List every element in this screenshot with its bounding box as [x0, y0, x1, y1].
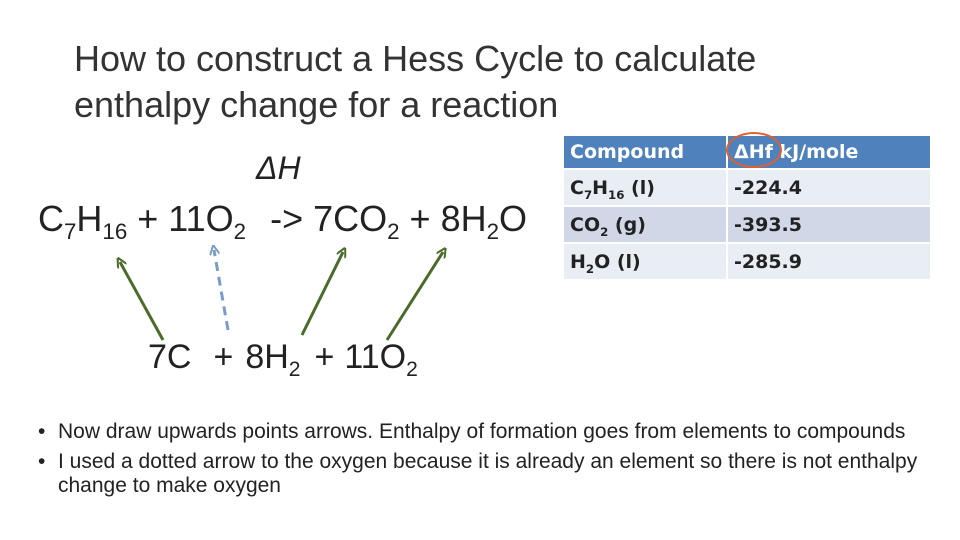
value-cell: -224.4	[727, 169, 931, 206]
value-cell: -393.5	[727, 206, 931, 243]
compound-cell: $H_2O$ (l)	[563, 243, 727, 280]
slide-title: How to construct a Hess Cycle to calculate enthalpy change for a reaction	[74, 38, 757, 125]
dashed-arrow-to-oxygen	[214, 250, 228, 330]
arrow-to-water	[387, 252, 443, 340]
table-row	[563, 169, 931, 206]
compound-cell: $C_7H_{16}$ (l)	[563, 169, 727, 206]
list-item: • I used a dotted arrow to the oxygen because it is already an element so there is not enthalpy change to make oxygen	[58, 450, 958, 498]
table-row	[563, 206, 931, 243]
highlight-circle	[726, 132, 782, 168]
table-header-compound: Compound	[563, 135, 727, 169]
table-header-dhf: ΔHf kJ/mole	[727, 135, 931, 169]
list-item: • Now draw upwards points arrows. Enthalpy of formation goes from elements to compounds	[58, 420, 958, 444]
arrow-to-heptane	[120, 262, 163, 340]
reaction-equation: $C_7H_{16} + 11O_2 -> 7CO_2 + 8H_2O$	[38, 198, 528, 245]
value-cell: -285.9	[727, 243, 931, 280]
arrow-to-carbon-dioxide	[302, 252, 343, 335]
bullet-notes	[36, 420, 958, 504]
delta-h-label: ΔH	[256, 150, 301, 186]
table-row	[563, 243, 931, 280]
elements-line: $7C + 8H_2 + 11O_2$	[148, 338, 418, 381]
compound-cell: $CO_2$ (g)	[563, 206, 727, 243]
